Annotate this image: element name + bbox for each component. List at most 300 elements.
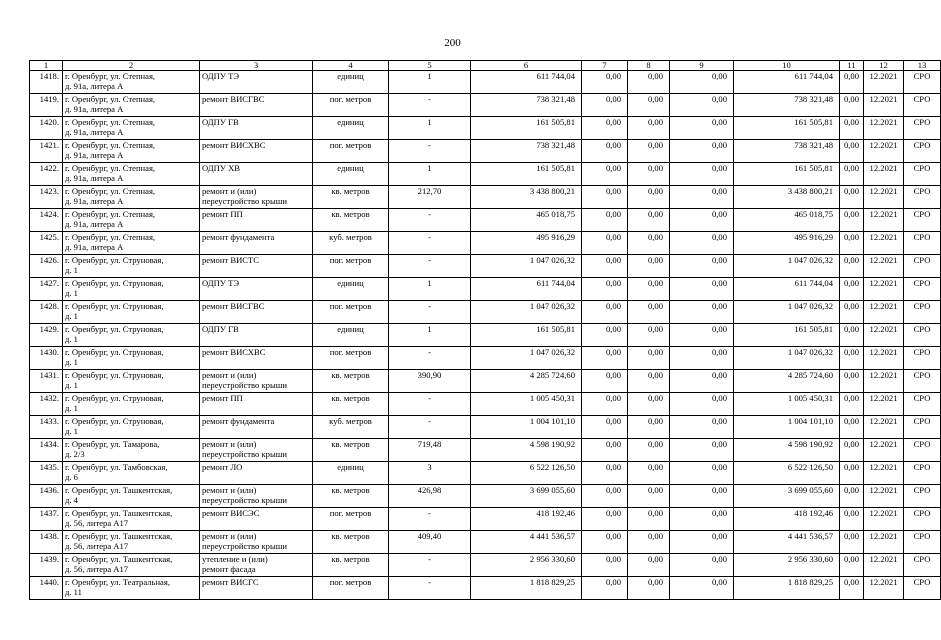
address-cell bbox=[63, 485, 200, 508]
cost-cell: 0,00 bbox=[582, 94, 628, 117]
cost-cell: 0,00 bbox=[628, 370, 670, 393]
row-number-cell: 1429. bbox=[30, 324, 63, 347]
row-number-cell: 1430. bbox=[30, 347, 63, 370]
cost-cell: 4 598 190,92 bbox=[734, 439, 840, 462]
table-row bbox=[30, 508, 941, 531]
cost-cell: 0,00 bbox=[628, 94, 670, 117]
cost-cell: 0,00 bbox=[840, 577, 864, 600]
cost-cell: 0,00 bbox=[582, 278, 628, 301]
date-cell: 12.2021 bbox=[864, 255, 904, 278]
work-type-cell bbox=[200, 255, 313, 278]
total-cost-cell: 738 321,48 bbox=[471, 94, 582, 117]
address-cell-line: д. 91а, литера А bbox=[65, 242, 124, 252]
address-cell-line: г. Оренбург, ул. Степная, bbox=[65, 71, 156, 81]
cost-cell: 1 047 026,32 bbox=[734, 347, 840, 370]
address-cell-line: д. 1 bbox=[65, 357, 78, 367]
cost-cell: 0,00 bbox=[670, 186, 734, 209]
address-cell bbox=[63, 508, 200, 531]
quantity-cell: - bbox=[389, 255, 471, 278]
method-cell: СРО bbox=[904, 393, 941, 416]
cost-cell: 0,00 bbox=[840, 71, 864, 94]
cost-cell: 0,00 bbox=[840, 94, 864, 117]
unit-cell: кв. метров bbox=[313, 209, 389, 232]
date-cell: 12.2021 bbox=[864, 163, 904, 186]
table-row bbox=[30, 186, 941, 209]
cost-cell: 1 004 101,10 bbox=[734, 416, 840, 439]
work-type-cell bbox=[200, 554, 313, 577]
method-cell: СРО bbox=[904, 209, 941, 232]
table-row bbox=[30, 117, 941, 140]
cost-cell: 0,00 bbox=[628, 577, 670, 600]
cost-cell: 0,00 bbox=[582, 117, 628, 140]
address-cell-line: г. Оренбург, ул. Струновая, bbox=[65, 324, 164, 334]
total-cost-cell: 4 441 536,57 bbox=[471, 531, 582, 554]
column-header: 11 bbox=[840, 61, 864, 71]
unit-cell: кв. метров bbox=[313, 186, 389, 209]
address-cell bbox=[63, 94, 200, 117]
address-cell-line: г. Оренбург, ул. Струновая, bbox=[65, 416, 164, 426]
address-cell bbox=[63, 347, 200, 370]
total-cost-cell: 1 047 026,32 bbox=[471, 255, 582, 278]
cost-cell: 0,00 bbox=[670, 577, 734, 600]
address-cell-line: д. 1 bbox=[65, 311, 78, 321]
address-cell-line: г. Оренбург, ул. Ташкентская, bbox=[65, 554, 173, 564]
quantity-cell: 1 bbox=[389, 71, 471, 94]
cost-cell: 161 505,81 bbox=[734, 117, 840, 140]
quantity-cell: 409,40 bbox=[389, 531, 471, 554]
address-cell bbox=[63, 439, 200, 462]
work-type-cell bbox=[200, 71, 313, 94]
address-cell bbox=[63, 71, 200, 94]
address-cell bbox=[63, 554, 200, 577]
cost-cell: 0,00 bbox=[628, 140, 670, 163]
cost-cell: 0,00 bbox=[582, 140, 628, 163]
work-type-cell bbox=[200, 186, 313, 209]
address-cell bbox=[63, 186, 200, 209]
quantity-cell: 1 bbox=[389, 117, 471, 140]
unit-cell: кв. метров bbox=[313, 485, 389, 508]
column-header: 1 bbox=[30, 61, 63, 71]
total-cost-cell: 1 047 026,32 bbox=[471, 347, 582, 370]
total-cost-cell: 2 956 330,60 bbox=[471, 554, 582, 577]
date-cell: 12.2021 bbox=[864, 71, 904, 94]
date-cell: 12.2021 bbox=[864, 462, 904, 485]
cost-cell: 0,00 bbox=[582, 577, 628, 600]
cost-cell: 0,00 bbox=[840, 255, 864, 278]
date-cell: 12.2021 bbox=[864, 186, 904, 209]
cost-cell: 0,00 bbox=[840, 554, 864, 577]
quantity-cell: - bbox=[389, 508, 471, 531]
cost-cell: 0,00 bbox=[582, 347, 628, 370]
work-type-cell-line: ремонт ВИСГС bbox=[202, 577, 259, 587]
cost-cell: 0,00 bbox=[670, 71, 734, 94]
method-cell: СРО bbox=[904, 278, 941, 301]
cost-cell: 0,00 bbox=[628, 531, 670, 554]
cost-cell: 0,00 bbox=[670, 209, 734, 232]
address-cell bbox=[63, 462, 200, 485]
work-type-cell bbox=[200, 209, 313, 232]
row-number-cell: 1433. bbox=[30, 416, 63, 439]
total-cost-cell: 611 744,04 bbox=[471, 278, 582, 301]
method-cell: СРО bbox=[904, 301, 941, 324]
work-type-cell-line: ОДПУ ТЭ bbox=[202, 278, 240, 288]
quantity-cell: - bbox=[389, 94, 471, 117]
cost-cell: 0,00 bbox=[628, 117, 670, 140]
address-cell bbox=[63, 232, 200, 255]
cost-cell: 0,00 bbox=[840, 531, 864, 554]
cost-cell: 0,00 bbox=[670, 485, 734, 508]
address-cell-line: г. Оренбург, ул. Степная, bbox=[65, 232, 156, 242]
date-cell: 12.2021 bbox=[864, 140, 904, 163]
cost-cell: 0,00 bbox=[840, 186, 864, 209]
date-cell: 12.2021 bbox=[864, 577, 904, 600]
address-cell-line: г. Оренбург, ул. Ташкентская, bbox=[65, 485, 173, 495]
total-cost-cell: 1 004 101,10 bbox=[471, 416, 582, 439]
work-type-cell-line: ремонт и (или) bbox=[202, 186, 257, 196]
work-type-cell bbox=[200, 370, 313, 393]
cost-cell: 0,00 bbox=[582, 209, 628, 232]
address-cell-line: д. 6 bbox=[65, 472, 78, 482]
address-cell bbox=[63, 370, 200, 393]
table-row bbox=[30, 71, 941, 94]
unit-cell: куб. метров bbox=[313, 416, 389, 439]
cost-cell: 6 522 126,50 bbox=[734, 462, 840, 485]
cost-cell: 0,00 bbox=[670, 393, 734, 416]
address-cell-line: д. 1 bbox=[65, 426, 78, 436]
quantity-cell: - bbox=[389, 301, 471, 324]
cost-cell: 0,00 bbox=[840, 508, 864, 531]
address-cell bbox=[63, 324, 200, 347]
table-row bbox=[30, 301, 941, 324]
unit-cell: пог. метров bbox=[313, 255, 389, 278]
address-cell bbox=[63, 163, 200, 186]
quantity-cell: - bbox=[389, 416, 471, 439]
cost-cell: 161 505,81 bbox=[734, 163, 840, 186]
row-number-cell: 1424. bbox=[30, 209, 63, 232]
cost-cell: 0,00 bbox=[582, 462, 628, 485]
cost-cell: 0,00 bbox=[670, 531, 734, 554]
table-row bbox=[30, 94, 941, 117]
work-type-cell-line: ремонт ВИСХВС bbox=[202, 140, 266, 150]
address-cell bbox=[63, 531, 200, 554]
cost-cell: 495 916,29 bbox=[734, 232, 840, 255]
address-cell-line: г. Оренбург, ул. Театральная, bbox=[65, 577, 170, 587]
cost-cell: 0,00 bbox=[840, 278, 864, 301]
cost-cell: 0,00 bbox=[670, 163, 734, 186]
cost-cell: 0,00 bbox=[628, 255, 670, 278]
page-number: 200 bbox=[444, 37, 461, 49]
row-number-cell: 1432. bbox=[30, 393, 63, 416]
row-number-cell: 1420. bbox=[30, 117, 63, 140]
method-cell: СРО bbox=[904, 94, 941, 117]
address-cell-line: д. 2/3 bbox=[65, 449, 85, 459]
cost-cell: 0,00 bbox=[582, 508, 628, 531]
address-cell bbox=[63, 278, 200, 301]
row-number-cell: 1435. bbox=[30, 462, 63, 485]
unit-cell: кв. метров bbox=[313, 531, 389, 554]
quantity-cell: 719,48 bbox=[389, 439, 471, 462]
method-cell: СРО bbox=[904, 577, 941, 600]
quantity-cell: - bbox=[389, 393, 471, 416]
work-type-cell bbox=[200, 278, 313, 301]
cost-cell: 0,00 bbox=[582, 301, 628, 324]
work-type-cell bbox=[200, 140, 313, 163]
works-table bbox=[29, 60, 941, 600]
quantity-cell: - bbox=[389, 232, 471, 255]
unit-cell: единиц bbox=[313, 324, 389, 347]
work-type-cell-line: ремонт ЛО bbox=[202, 462, 243, 472]
work-type-cell-line: ремонт и (или) bbox=[202, 439, 257, 449]
address-cell bbox=[63, 416, 200, 439]
work-type-cell-line: переустройство крыши bbox=[202, 380, 287, 390]
cost-cell: 465 018,75 bbox=[734, 209, 840, 232]
work-type-cell bbox=[200, 508, 313, 531]
work-type-cell-line: утепление и (или) bbox=[202, 554, 268, 564]
address-cell-line: д. 1 bbox=[65, 334, 78, 344]
column-header: 13 bbox=[904, 61, 941, 71]
quantity-cell: 1 bbox=[389, 278, 471, 301]
address-cell-line: г. Оренбург, ул. Струновая, bbox=[65, 278, 164, 288]
address-cell-line: д. 91а, литера А bbox=[65, 150, 124, 160]
column-header: 9 bbox=[670, 61, 734, 71]
date-cell: 12.2021 bbox=[864, 209, 904, 232]
cost-cell: 0,00 bbox=[840, 209, 864, 232]
total-cost-cell: 3 438 800,21 bbox=[471, 186, 582, 209]
address-cell-line: д. 91а, литера А bbox=[65, 127, 124, 137]
column-header: 2 bbox=[63, 61, 200, 71]
date-cell: 12.2021 bbox=[864, 393, 904, 416]
cost-cell: 0,00 bbox=[582, 416, 628, 439]
address-cell-line: д. 91а, литера А bbox=[65, 219, 124, 229]
row-number-cell: 1419. bbox=[30, 94, 63, 117]
row-number-cell: 1436. bbox=[30, 485, 63, 508]
cost-cell: 4 285 724,60 bbox=[734, 370, 840, 393]
cost-cell: 0,00 bbox=[628, 485, 670, 508]
work-type-cell-line: ремонт фундамента bbox=[202, 232, 275, 242]
row-number-cell: 1431. bbox=[30, 370, 63, 393]
cost-cell: 0,00 bbox=[670, 255, 734, 278]
cost-cell: 1 047 026,32 bbox=[734, 301, 840, 324]
cost-cell: 161 505,81 bbox=[734, 324, 840, 347]
address-cell-line: г. Оренбург, ул. Степная, bbox=[65, 117, 156, 127]
row-number-cell: 1422. bbox=[30, 163, 63, 186]
work-type-cell-line: ремонт и (или) bbox=[202, 370, 257, 380]
work-type-cell-line: ОДПУ ГВ bbox=[202, 117, 239, 127]
cost-cell: 0,00 bbox=[840, 140, 864, 163]
table-row bbox=[30, 462, 941, 485]
cost-cell: 0,00 bbox=[670, 232, 734, 255]
table-row bbox=[30, 324, 941, 347]
total-cost-cell: 418 192,46 bbox=[471, 508, 582, 531]
address-cell-line: г. Оренбург, ул. Степная, bbox=[65, 94, 156, 104]
cost-cell: 0,00 bbox=[582, 370, 628, 393]
table-row bbox=[30, 577, 941, 600]
unit-cell: пог. метров bbox=[313, 94, 389, 117]
unit-cell: пог. метров bbox=[313, 347, 389, 370]
work-type-cell bbox=[200, 416, 313, 439]
method-cell: СРО bbox=[904, 324, 941, 347]
unit-cell: кв. метров bbox=[313, 439, 389, 462]
date-cell: 12.2021 bbox=[864, 439, 904, 462]
cost-cell: 0,00 bbox=[670, 347, 734, 370]
cost-cell: 0,00 bbox=[670, 416, 734, 439]
column-header: 3 bbox=[200, 61, 313, 71]
address-cell-line: д. 91а, литера А bbox=[65, 173, 124, 183]
method-cell: СРО bbox=[904, 71, 941, 94]
column-header: 10 bbox=[734, 61, 840, 71]
address-cell-line: д. 91а, литера А bbox=[65, 104, 124, 114]
table-row bbox=[30, 554, 941, 577]
cost-cell: 0,00 bbox=[582, 485, 628, 508]
quantity-cell: 212,70 bbox=[389, 186, 471, 209]
work-type-cell bbox=[200, 301, 313, 324]
unit-cell: единиц bbox=[313, 278, 389, 301]
unit-cell: куб. метров bbox=[313, 232, 389, 255]
cost-cell: 0,00 bbox=[670, 117, 734, 140]
address-cell-line: д. 56, литера А17 bbox=[65, 541, 129, 551]
address-cell-line: г. Оренбург, ул. Степная, bbox=[65, 209, 156, 219]
cost-cell: 1 005 450,31 bbox=[734, 393, 840, 416]
work-type-cell bbox=[200, 163, 313, 186]
address-cell-line: г. Оренбург, ул. Степная, bbox=[65, 186, 156, 196]
method-cell: СРО bbox=[904, 163, 941, 186]
cost-cell: 0,00 bbox=[628, 508, 670, 531]
cost-cell: 0,00 bbox=[628, 301, 670, 324]
cost-cell: 0,00 bbox=[582, 163, 628, 186]
total-cost-cell: 6 522 126,50 bbox=[471, 462, 582, 485]
total-cost-cell: 465 018,75 bbox=[471, 209, 582, 232]
cost-cell: 418 192,46 bbox=[734, 508, 840, 531]
cost-cell: 0,00 bbox=[670, 140, 734, 163]
cost-cell: 0,00 bbox=[670, 278, 734, 301]
work-type-cell-line: переустройство крыши bbox=[202, 495, 287, 505]
cost-cell: 0,00 bbox=[840, 163, 864, 186]
method-cell: СРО bbox=[904, 508, 941, 531]
row-number-cell: 1423. bbox=[30, 186, 63, 209]
cost-cell: 1 047 026,32 bbox=[734, 255, 840, 278]
quantity-cell: - bbox=[389, 554, 471, 577]
work-type-cell bbox=[200, 324, 313, 347]
address-cell-line: д. 1 bbox=[65, 288, 78, 298]
row-number-cell: 1439. bbox=[30, 554, 63, 577]
work-type-cell-line: ремонт ПП bbox=[202, 393, 243, 403]
work-type-cell bbox=[200, 117, 313, 140]
work-type-cell-line: переустройство крыши bbox=[202, 449, 287, 459]
address-cell bbox=[63, 255, 200, 278]
address-cell-line: г. Оренбург, ул. Тамбовская, bbox=[65, 462, 168, 472]
cost-cell: 0,00 bbox=[670, 94, 734, 117]
work-type-cell-line: ОДПУ ТЭ bbox=[202, 71, 240, 81]
method-cell: СРО bbox=[904, 255, 941, 278]
address-cell-line: д. 4 bbox=[65, 495, 78, 505]
cost-cell: 0,00 bbox=[628, 232, 670, 255]
table-row bbox=[30, 485, 941, 508]
work-type-cell-line: ремонт ВИСГВС bbox=[202, 94, 265, 104]
cost-cell: 0,00 bbox=[670, 462, 734, 485]
unit-cell: единиц bbox=[313, 117, 389, 140]
cost-cell: 0,00 bbox=[840, 301, 864, 324]
cost-cell: 0,00 bbox=[582, 554, 628, 577]
date-cell: 12.2021 bbox=[864, 232, 904, 255]
cost-cell: 0,00 bbox=[628, 393, 670, 416]
work-type-cell-line: ремонт фундамента bbox=[202, 416, 275, 426]
date-cell: 12.2021 bbox=[864, 347, 904, 370]
address-cell-line: д. 91а, литера А bbox=[65, 196, 124, 206]
cost-cell: 0,00 bbox=[840, 393, 864, 416]
quantity-cell: - bbox=[389, 347, 471, 370]
address-cell-line: г. Оренбург, ул. Струновая, bbox=[65, 347, 164, 357]
work-type-cell bbox=[200, 232, 313, 255]
address-cell-line: г. Оренбург, ул. Струновая, bbox=[65, 370, 164, 380]
cost-cell: 0,00 bbox=[628, 278, 670, 301]
total-cost-cell: 1 047 026,32 bbox=[471, 301, 582, 324]
cost-cell: 0,00 bbox=[628, 324, 670, 347]
row-number-cell: 1428. bbox=[30, 301, 63, 324]
address-cell-line: д. 11 bbox=[65, 587, 82, 597]
address-cell bbox=[63, 577, 200, 600]
unit-cell: пог. метров bbox=[313, 577, 389, 600]
address-cell-line: г. Оренбург, ул. Струновая, bbox=[65, 393, 164, 403]
total-cost-cell: 4 285 724,60 bbox=[471, 370, 582, 393]
date-cell: 12.2021 bbox=[864, 508, 904, 531]
cost-cell: 0,00 bbox=[628, 209, 670, 232]
address-cell-line: г. Оренбург, ул. Струновая, bbox=[65, 301, 164, 311]
table-row bbox=[30, 255, 941, 278]
cost-cell: 0,00 bbox=[840, 324, 864, 347]
unit-cell: единиц bbox=[313, 163, 389, 186]
date-cell: 12.2021 bbox=[864, 117, 904, 140]
cost-cell: 0,00 bbox=[670, 370, 734, 393]
cost-cell: 0,00 bbox=[628, 439, 670, 462]
cost-cell: 0,00 bbox=[840, 347, 864, 370]
method-cell: СРО bbox=[904, 462, 941, 485]
cost-cell: 0,00 bbox=[670, 301, 734, 324]
cost-cell: 0,00 bbox=[582, 232, 628, 255]
cost-cell: 3 699 055,60 bbox=[734, 485, 840, 508]
table-row bbox=[30, 232, 941, 255]
address-cell bbox=[63, 209, 200, 232]
total-cost-cell: 4 598 190,92 bbox=[471, 439, 582, 462]
work-type-cell-line: ОДПУ ХВ bbox=[202, 163, 241, 173]
work-type-cell-line: ремонт и (или) bbox=[202, 485, 257, 495]
work-type-cell-line: ремонт фасада bbox=[202, 564, 256, 574]
work-type-cell bbox=[200, 347, 313, 370]
unit-cell: пог. метров bbox=[313, 508, 389, 531]
address-cell-line: г. Оренбург, ул. Струновая, bbox=[65, 255, 164, 265]
cost-cell: 0,00 bbox=[628, 347, 670, 370]
address-cell-line: д. 91а, литера А bbox=[65, 81, 124, 91]
row-number-cell: 1421. bbox=[30, 140, 63, 163]
date-cell: 12.2021 bbox=[864, 278, 904, 301]
cost-cell: 0,00 bbox=[582, 186, 628, 209]
work-type-cell-line: ремонт ВИСГВС bbox=[202, 301, 265, 311]
method-cell: СРО bbox=[904, 370, 941, 393]
cost-cell: 611 744,04 bbox=[734, 71, 840, 94]
cost-cell: 1 818 829,25 bbox=[734, 577, 840, 600]
total-cost-cell: 3 699 055,60 bbox=[471, 485, 582, 508]
cost-cell: 611 744,04 bbox=[734, 278, 840, 301]
cost-cell: 0,00 bbox=[582, 531, 628, 554]
address-cell bbox=[63, 140, 200, 163]
date-cell: 12.2021 bbox=[864, 370, 904, 393]
method-cell: СРО bbox=[904, 186, 941, 209]
method-cell: СРО bbox=[904, 347, 941, 370]
cost-cell: 0,00 bbox=[840, 117, 864, 140]
cost-cell: 0,00 bbox=[582, 324, 628, 347]
cost-cell: 0,00 bbox=[582, 393, 628, 416]
table-row bbox=[30, 393, 941, 416]
address-cell bbox=[63, 117, 200, 140]
